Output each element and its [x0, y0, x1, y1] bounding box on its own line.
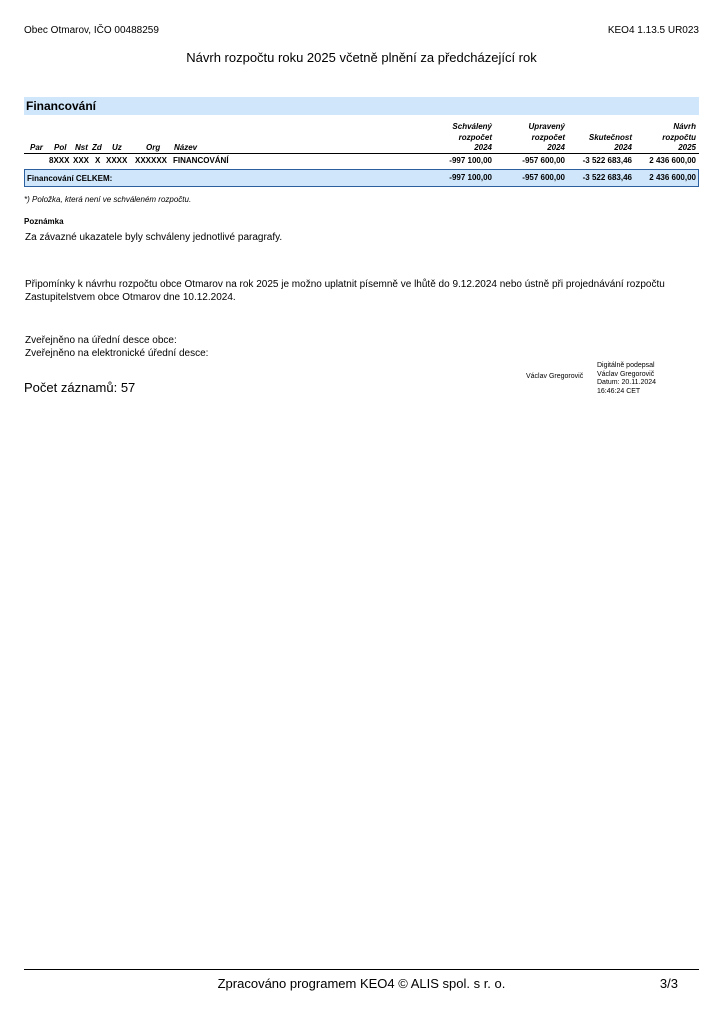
- row-upraveny: -957 600,00: [522, 156, 565, 165]
- col-skutecnost: [560, 133, 632, 154]
- col-org: Org: [146, 143, 161, 152]
- total-skutecnost: -3 522 683,46: [582, 173, 632, 182]
- col-par: Par: [30, 143, 43, 152]
- col-upraveny-line2: rozpočet: [531, 132, 565, 142]
- row-skutecnost: -3 522 683,46: [582, 156, 632, 165]
- total-navrh: 2 436 600,00: [649, 173, 696, 182]
- footer-text: Zpracováno programem KEO4 © ALIS spol. s r. o.: [217, 976, 506, 991]
- program-version: KEO4 1.13.5 UR023: [607, 25, 699, 36]
- col-navrh-line2: rozpočtu: [662, 132, 696, 142]
- publication-info: [25, 335, 208, 360]
- col-navrh-line3: 2025: [678, 143, 696, 152]
- footer-rule: [24, 969, 699, 970]
- row-pol: XXX: [73, 156, 90, 165]
- row-uz: XXXX: [106, 156, 128, 165]
- col-upraveny-line3: 2024: [547, 143, 565, 152]
- col-navrh-line1: Návrh: [673, 122, 696, 131]
- col-upraveny: [495, 122, 565, 154]
- col-schvaleny-line2: rozpočet: [458, 132, 492, 142]
- page-title: Návrh rozpočtu roku 2025 včetně plnění za předcházející rok: [186, 50, 537, 65]
- total-label: Financování CELKEM:: [27, 174, 113, 183]
- col-skutecnost-line1: Skutečnost: [588, 132, 632, 142]
- published-electronic: Zveřejněno na elektronické úřední desce:: [25, 347, 209, 359]
- row-nst: X: [95, 156, 101, 165]
- organization-header: Obec Otmarov, IČO 00488259: [24, 25, 159, 36]
- row-nazev: FINANCOVÁNÍ: [173, 156, 229, 165]
- page-number: 3/3: [659, 976, 678, 991]
- footnote: *) Položka, která není ve schváleném rozpočtu.: [24, 195, 192, 204]
- col-zd: Zd: [92, 143, 102, 152]
- row-navrh: 2 436 600,00: [649, 156, 696, 165]
- note-text: Za závazné ukazatele byly schváleny jednotlivé paragrafy.: [25, 232, 283, 243]
- col-schvaleny-line1: Schválený: [452, 122, 492, 131]
- col-navrh: [626, 122, 696, 154]
- total-schvaleny: -997 100,00: [449, 173, 492, 182]
- published-board: Zveřejněno na úřední desce obce:: [25, 335, 177, 346]
- signature-name: Václav Gregorovič: [526, 373, 584, 380]
- signature-date: Datum: 20.11.2024: [597, 379, 657, 386]
- col-schvaleny: [422, 122, 492, 154]
- remarks-paragraph: Připomínky k návrhu rozpočtu obce Otmarov na rok 2025 je možno uplatnit písemně ve lhůtě do 9.12.2024 nebo ústně při projednávání rozpočtu Zastupitelstvem obce Otmarov dne 10.12.2024.: [25, 279, 665, 303]
- total-upraveny: -957 600,00: [522, 173, 565, 182]
- col-skutecnost-line2: 2024: [614, 143, 632, 152]
- row-org: XXXXXX: [135, 156, 168, 165]
- signature-time: 16:46:24 CET: [597, 387, 641, 395]
- row-par: 8XXX: [49, 156, 70, 165]
- section-header: Financování: [24, 97, 699, 115]
- record-count: Počet záznamů: 57: [24, 380, 136, 395]
- note-heading: Poznámka: [24, 217, 64, 226]
- col-nst: Nst: [75, 143, 88, 152]
- col-pol: Pol: [54, 143, 67, 152]
- row-schvaleny: -997 100,00: [449, 156, 492, 165]
- digital-signature: [597, 362, 656, 396]
- col-uz: Uz: [112, 143, 122, 152]
- signature-line1: Digitálně podepsal: [597, 362, 655, 369]
- col-nazev: Název: [174, 143, 198, 152]
- header-rule: [24, 153, 699, 154]
- col-schvaleny-line3: 2024: [474, 143, 492, 152]
- col-upraveny-line1: Upravený: [528, 122, 565, 131]
- signature-line2: Václav Gregorovič: [597, 370, 655, 378]
